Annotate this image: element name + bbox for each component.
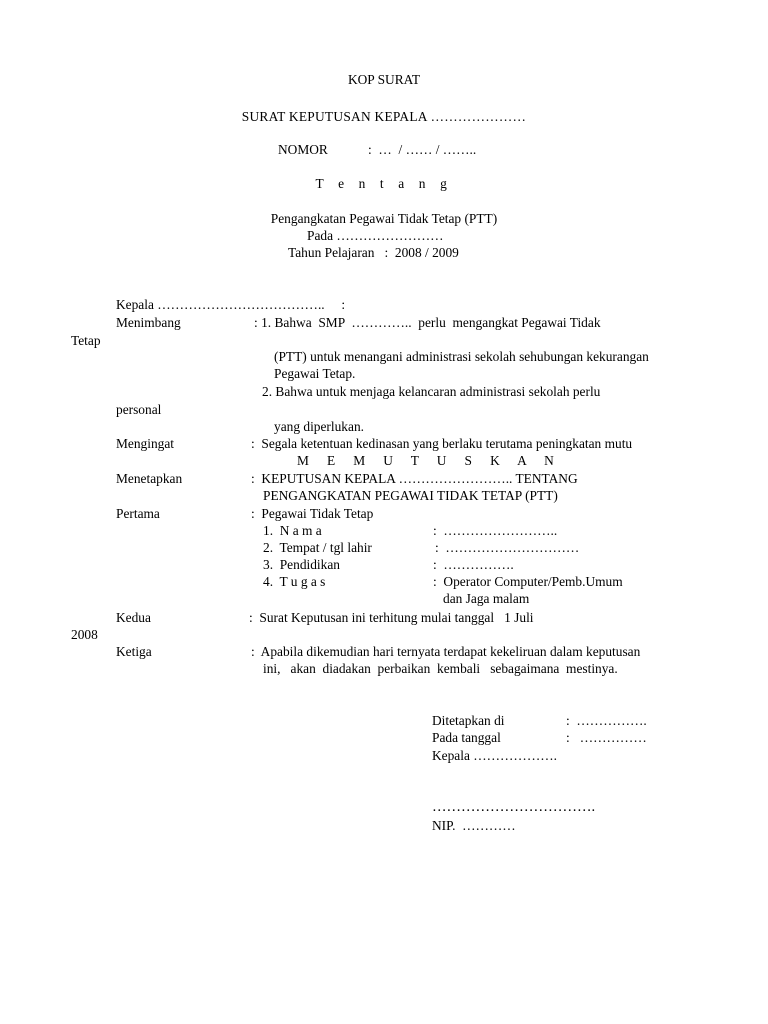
menimbang-point-1-wrap: Tetap bbox=[71, 333, 101, 348]
nomor-value: : … / …… / …….. bbox=[368, 142, 477, 157]
pertama-text: : Pegawai Tidak Tetap bbox=[251, 506, 374, 521]
kedua-label: Kedua bbox=[116, 610, 151, 625]
signatory-title: Kepala ………………. bbox=[432, 748, 557, 763]
subject-line-1: Pengangkatan Pegawai Tidak Tetap (PTT) bbox=[270, 211, 498, 226]
menimbang-label: Menimbang bbox=[116, 315, 181, 330]
ketiga-line-2: ini, akan diadakan perbaikan kembali sebagaimana mestinya. bbox=[263, 661, 618, 676]
item-value-tugas-cont: dan Jaga malam bbox=[443, 591, 530, 606]
mengingat-label: Mengingat bbox=[116, 436, 175, 451]
menimbang-point-2: 2. Bahwa untuk menjaga kelancaran administrasi sekolah perlu bbox=[262, 384, 601, 399]
item-label-tempat-tgl-lahir: 2. Tempat / tgl lahir bbox=[263, 540, 372, 555]
tanggal-value: : …………… bbox=[566, 730, 647, 745]
ketiga-label: Ketiga bbox=[116, 644, 152, 659]
menetapkan-line-2: PENGANGKATAN PEGAWAI TIDAK TETAP (PTT) bbox=[263, 488, 558, 503]
menetapkan-label: Menetapkan bbox=[116, 471, 183, 486]
menimbang-point-2-wrap: personal bbox=[116, 402, 162, 417]
kedua-year: 2008 bbox=[71, 627, 98, 642]
item-label-tugas: 4. T u g a s bbox=[263, 574, 326, 589]
menimbang-point-1-end: Pegawai Tetap. bbox=[274, 366, 356, 381]
item-value-pendidikan: : ……………. bbox=[433, 557, 514, 572]
ketiga-line-1: : Apabila dikemudian hari ternyata terdapat kekeliruan dalam keputusan bbox=[251, 644, 641, 659]
menimbang-point-1: : 1. Bahwa SMP ………….. perlu mengangkat Pegawai Tidak bbox=[254, 315, 601, 330]
item-value-tugas: : Operator Computer/Pemb.Umum bbox=[433, 574, 623, 589]
signatory-name-line: ……………………………. bbox=[432, 799, 596, 815]
menetapkan-line-1: : KEPUTUSAN KEPALA …………………….. TENTANG bbox=[251, 471, 578, 486]
item-value-nama: : …………………….. bbox=[433, 523, 558, 538]
pertama-label: Pertama bbox=[116, 506, 160, 521]
item-label-pendidikan: 3. Pendidikan bbox=[263, 557, 340, 572]
memutuskan-heading: M E M U T U S K A N bbox=[297, 453, 562, 468]
tentang-heading: T e n t a n g bbox=[315, 176, 453, 191]
item-value-tempat-tgl-lahir: : ………………………… bbox=[435, 540, 580, 555]
kepala-line: Kepala ……………………………….. : bbox=[116, 297, 346, 312]
signatory-nip: NIP. ………… bbox=[432, 818, 516, 833]
subject-line-3: Tahun Pelajaran : 2008 / 2009 bbox=[288, 245, 459, 260]
ditetapkan-label: Ditetapkan di bbox=[432, 713, 505, 728]
menimbang-point-2-end: yang diperlukan. bbox=[274, 419, 364, 434]
subject-line-2: Pada …………………… bbox=[307, 228, 444, 243]
nomor-label: NOMOR bbox=[278, 142, 328, 157]
tanggal-label: Pada tanggal bbox=[432, 730, 501, 745]
item-label-nama: 1. N a m a bbox=[263, 523, 322, 538]
kedua-text: : Surat Keputusan ini terhitung mulai tanggal 1 Juli bbox=[249, 610, 534, 625]
ditetapkan-value: : ……………. bbox=[566, 713, 647, 728]
menimbang-point-1-cont: (PTT) untuk menangani administrasi sekolah sehubungan kekurangan bbox=[274, 349, 649, 364]
kop-surat: KOP SURAT bbox=[347, 72, 421, 87]
mengingat-text: : Segala ketentuan kedinasan yang berlaku terutama peningkatan mutu bbox=[251, 436, 633, 451]
document-title: SURAT KEPUTUSAN KEPALA ………………… bbox=[241, 109, 527, 124]
